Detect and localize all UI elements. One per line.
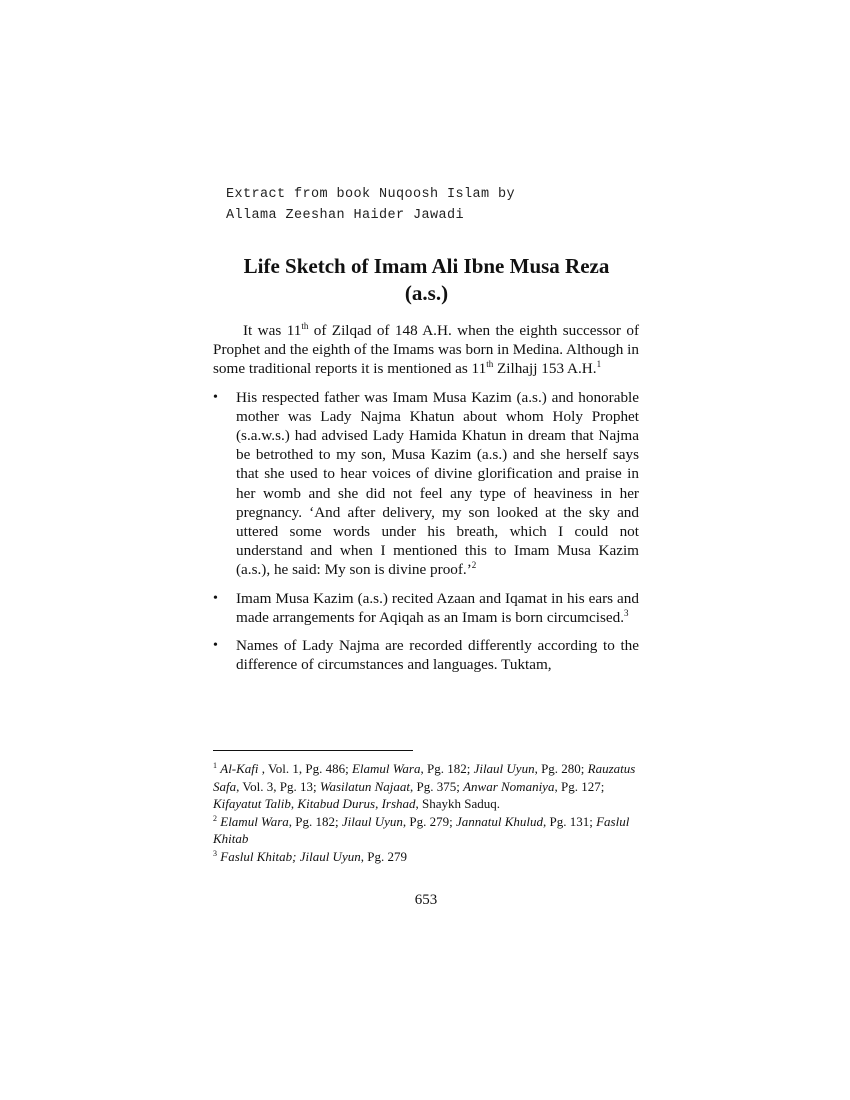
footnote-ref-2[interactable]: 2 [471,560,477,571]
source-ref: , Pg. 280; [534,761,588,776]
source-ref: , Pg. 182; [288,813,342,829]
page-number: 653 [414,892,438,908]
list-item-text: His respected father was Imam Musa Kazim (a.s.) and honorable mother was Lady Najma Khatun about whom Holy Prophet (s.a.w.s.) had advised Lady Hamida Khatun in dream that Najma be betrothed to my son, Musa Kazim (a.s.) and she herself says that she used to hear voices of divine glorification and praise in her womb and she did not feel any type of heaviness in her pregnancy. ‘And after delivery, my son looked at the sky and uttered some words under his breath, which I could not understand and when I mentioned this to Imam Musa Kazim (a.s.), he said: My son is divine proof.’ [236,388,639,579]
footnote-ref-1[interactable]: 1 [596,359,602,370]
source-ref: , [290,796,298,811]
footnote-number: 2 [213,813,217,823]
source-title: Jilaul Uyun [473,761,535,776]
footnote-number: 1 [213,761,217,770]
list-item [213,636,639,674]
source-title: Kitabud Durus [297,796,376,811]
source-title: Faslul Khitab; Jilaul Uyun [220,848,361,864]
source-title: Faslul Khitab [213,813,630,846]
list-item-text: Names of Lady Najma are recorded differently according to the difference of circumstances and languages. Tuktam, [236,637,639,674]
footnotes [213,760,639,865]
footnote-ref-3[interactable]: 3 [624,607,629,618]
intro-text-2: of Zilqad of 148 A.H. when the eighth successor of Prophet and the eighth of the Imams was born in Medina. Although in some traditional reports it is mentioned as 11 [213,322,639,378]
source-title: Wasilatun Najaat [319,778,410,794]
bullet-icon: • [213,590,218,606]
source-ref: , Pg. 375; [410,778,464,794]
source-ref: , Pg. 127; [554,778,605,794]
source-title: Al-Kafi [220,761,259,776]
source-ref: , Pg. 182; [420,761,474,776]
source-ref: , [375,796,382,811]
source-ref: , Pg. 279; [402,813,456,829]
source-title: Kifayatut Talib [213,796,291,811]
page-title [213,253,640,307]
source-ref: , Vol. 1, Pg. 486; [258,761,352,776]
intro-text-1: It was 11 [243,322,302,339]
source-title: Jilaul Uyun [341,813,403,829]
source-ref: , Shaykh Saduq. [415,796,501,811]
ordinal-suffix: th [486,359,494,370]
source-title: Anwar Nomaniya [463,778,555,794]
bullet-icon: • [213,389,218,405]
intro-paragraph [213,321,639,379]
ordinal-suffix: th [301,321,309,331]
list-item [213,388,639,580]
footnote-3 [213,848,639,866]
source-ref: , Pg. 131; [542,813,597,829]
list-item-text: Imam Musa Kazim (a.s.) recited Azaan and Iqamat in his ears and made arrangements for Aqiqah as an Imam is born circumcised. [236,589,639,626]
footnote-number: 3 [213,848,217,858]
extract-line-1: Extract from book Nuqoosh Islam by [226,187,516,202]
source-title: Rauzatus Safa [213,761,636,794]
title-line-2: (a.s.) [404,281,449,305]
main-text [213,321,639,683]
source-ref: , Pg. 279 [360,848,407,864]
list-item [213,589,639,627]
bullet-list [213,388,639,675]
source-ref: , Vol. 3, Pg. 13; [236,778,320,794]
source-title: Elamul Wara [220,813,289,829]
source-title: Irshad [381,796,416,811]
extract-note [226,184,515,226]
intro-text-3: Zilhajj 153 A.H. [493,360,597,378]
bullet-icon: • [213,638,218,654]
footnote-divider [213,750,413,751]
title-line-1: Life Sketch of Imam Ali Ibne Musa Reza [243,254,610,278]
extract-line-2: Allama Zeeshan Haider Jawadi [226,208,465,223]
source-title: Jannatul Khulud [455,813,543,829]
footnote-1 [213,760,639,813]
source-title: Elamul Wara [351,761,421,776]
footnote-2 [213,813,639,848]
